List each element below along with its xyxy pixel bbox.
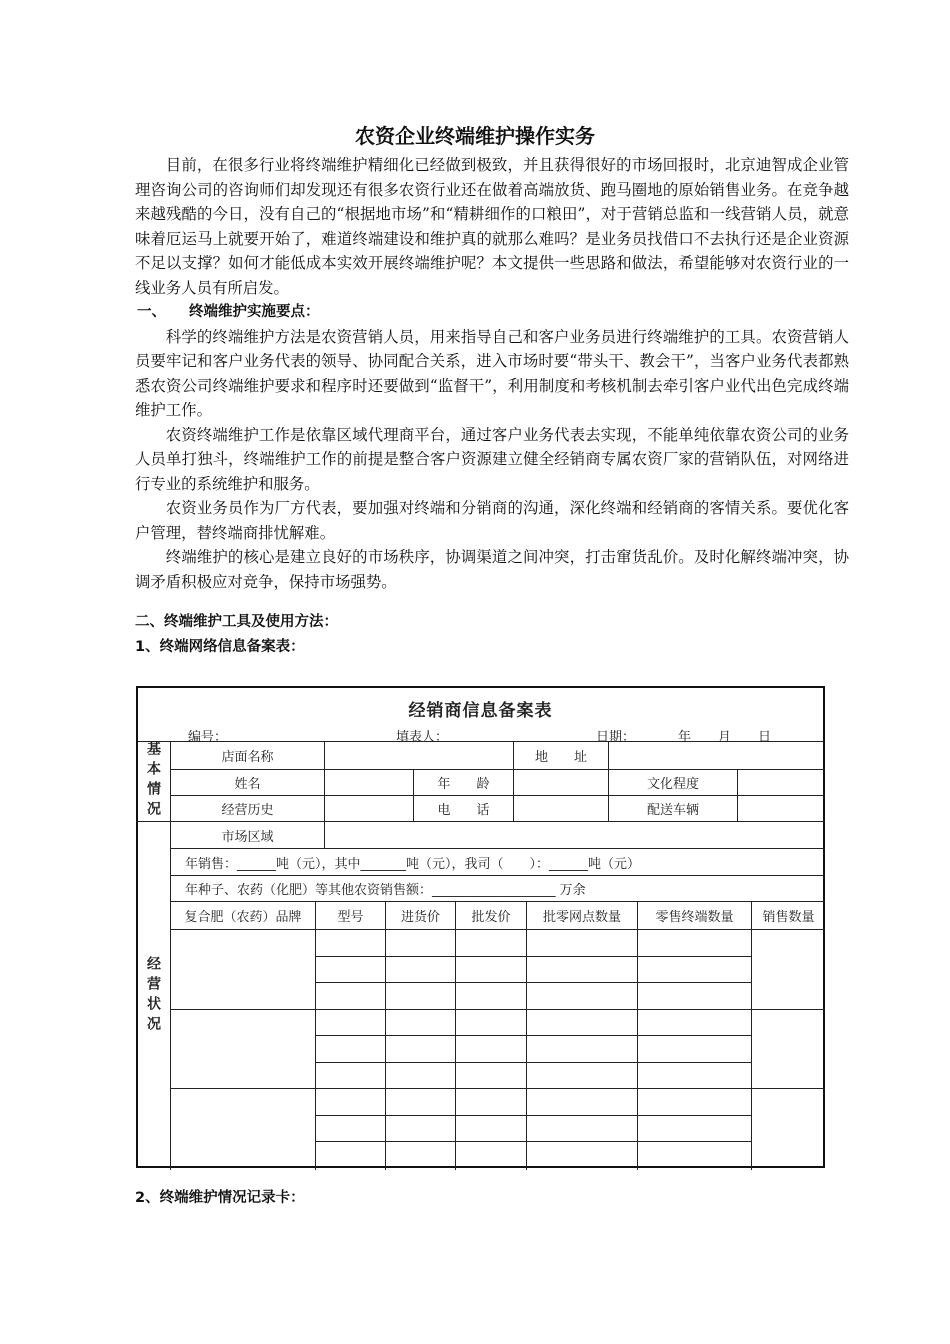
table-cell[interactable] — [386, 1010, 456, 1037]
table-cell[interactable] — [316, 1063, 386, 1090]
column-header-text: 批发价 — [471, 910, 511, 925]
education-field[interactable] — [738, 770, 825, 796]
operations-label — [136, 822, 171, 1170]
column-header-text: 批零网点数量 — [542, 910, 621, 925]
table-cell[interactable] — [316, 1036, 386, 1063]
dealer-info-form — [136, 686, 825, 1168]
column-header — [638, 902, 752, 930]
phone-field[interactable] — [514, 796, 609, 822]
form-number-label: 编号： — [188, 730, 228, 745]
vehicles-label — [609, 796, 738, 822]
history-label — [171, 796, 325, 822]
name-label — [171, 770, 325, 796]
age-field[interactable] — [514, 770, 609, 796]
table-cell[interactable] — [316, 1116, 386, 1143]
column-header-text: 型号 — [337, 910, 364, 925]
table-cell[interactable] — [527, 1142, 638, 1170]
column-header — [752, 902, 825, 930]
table-cell[interactable] — [456, 1010, 527, 1037]
address-label — [514, 741, 609, 770]
table-cell[interactable] — [456, 1142, 527, 1170]
table-cell[interactable] — [386, 1116, 456, 1143]
document-title: 农资企业终端维护操作实务 — [355, 124, 595, 148]
paragraph: 终端维护的核心是建立良好的市场秩序，协调渠道之间冲突，打击窜货乱价。及时化解终端冲突，协调矛盾积极应对竞争，保持市场强势。 — [135, 548, 849, 591]
table-cell[interactable] — [386, 983, 456, 1010]
form-filler-label: 填表人： — [396, 730, 449, 745]
education-label — [609, 770, 738, 796]
table-cell[interactable] — [316, 930, 386, 957]
table-cell[interactable] — [456, 1089, 527, 1116]
table-cell[interactable] — [386, 1036, 456, 1063]
history-label-text: 经营历史 — [221, 803, 274, 818]
subsection-heading-2: 2、终端维护情况记录卡： — [135, 1190, 305, 1206]
paragraph: 目前，在很多行业将终端维护精细化已经做到极致，并且获得很好的市场回报时，北京迪智成企业管理咨询公司的咨询师们却发现还有很多农资行业还在做着高端放货、跑马圈地的原始销售业务。在竞争越来越残酷的今日，没有自己的“根据地市场”和“精耕细作的口粮田”，对于营销总监和一线营销人员，就意味着厄运马上就要开始了，难道终端建设和维护真的就那么难吗？是业务员找借口不去执行还是企业资源不足以支撑？如何才能低成本实效开展终端维护呢？本文提供一些思路和做法，希望能够对农资行业的一线业务人员有所启发。 — [135, 156, 849, 297]
table-cell[interactable] — [316, 1010, 386, 1037]
table-cell[interactable] — [638, 983, 752, 1010]
table-cell[interactable] — [638, 1036, 752, 1063]
table-cell[interactable] — [527, 930, 638, 957]
table-cell[interactable] — [638, 1142, 752, 1170]
table-cell[interactable] — [456, 1116, 527, 1143]
vehicles-label-text: 配送车辆 — [646, 803, 699, 818]
document-body — [135, 153, 849, 659]
table-cell[interactable] — [638, 1089, 752, 1116]
column-header — [456, 902, 527, 930]
table-cell[interactable] — [386, 1142, 456, 1170]
section-heading-text: 终端维护实施要点： — [189, 304, 320, 320]
table-cell[interactable] — [527, 1116, 638, 1143]
basic-info-label-text: 基本情况 — [145, 741, 161, 821]
form-month-label: 月 — [718, 730, 732, 745]
age-label-text: 年 龄 — [437, 777, 490, 792]
table-cell[interactable] — [386, 1089, 456, 1116]
market-area-label — [171, 822, 325, 849]
address-field[interactable] — [609, 741, 825, 770]
form-year-label: 年 — [678, 730, 692, 745]
form-title: 经销商信息备案表 — [408, 701, 553, 721]
paragraph: 农资业务员作为厂方代表，要加强对终端和分销商的沟通，深化终端和经销商的客情关系。要优化客户管理，替终端商排忧解难。 — [135, 499, 849, 542]
market-area-label-text: 市场区域 — [221, 829, 274, 845]
sales-quantity-cell[interactable] — [752, 930, 825, 1010]
table-cell[interactable] — [316, 957, 386, 984]
section-heading-1 — [135, 300, 849, 325]
table-cell[interactable] — [638, 957, 752, 984]
table-cell[interactable] — [386, 957, 456, 984]
name-field[interactable] — [325, 770, 414, 796]
operations-label-text: 经营状况 — [145, 956, 161, 1036]
paragraph: 农资终端维护工作是依靠区域代理商平台，通过客户业务代表去实现，不能单纯依靠农资公司的业务人员单打独斗，终端维护工作的前提是整合客户资源建立健全经销商专属农资厂家的营销队伍，对网络进行专业的系统维护和服务。 — [135, 425, 849, 493]
table-cell[interactable] — [456, 1063, 527, 1090]
column-header-text: 零售终端数量 — [655, 910, 734, 925]
store-name-field[interactable] — [325, 741, 514, 770]
table-cell[interactable] — [316, 1089, 386, 1116]
brand-cell[interactable] — [171, 1010, 316, 1090]
other-sales-row[interactable] — [171, 876, 825, 902]
form-date-label: 日期： — [596, 730, 636, 745]
brand-cell[interactable] — [171, 1089, 316, 1170]
column-header — [316, 902, 386, 930]
market-area-field[interactable] — [325, 822, 825, 849]
table-cell[interactable] — [527, 983, 638, 1010]
table-cell[interactable] — [638, 1010, 752, 1037]
store-name-label-text: 店面名称 — [221, 749, 274, 765]
table-cell[interactable] — [316, 983, 386, 1010]
sales-quantity-cell[interactable] — [752, 1010, 825, 1090]
table-cell[interactable] — [456, 1036, 527, 1063]
section-heading-2: 二、终端维护工具及使用方法： — [135, 614, 338, 630]
column-header-text: 复合肥（农药）品牌 — [184, 910, 302, 925]
table-cell[interactable] — [638, 1063, 752, 1090]
table-cell[interactable] — [527, 957, 638, 984]
table-cell[interactable] — [638, 930, 752, 957]
table-cell[interactable] — [386, 930, 456, 957]
table-cell[interactable] — [527, 1010, 638, 1037]
column-header — [386, 902, 456, 930]
age-label — [414, 770, 514, 796]
column-header-text: 销售数量 — [762, 910, 815, 925]
basic-info-label — [136, 741, 171, 822]
column-header-text: 进货价 — [400, 910, 440, 925]
subsection-heading-1: 1、终端网络信息备案表： — [135, 638, 305, 655]
table-cell[interactable] — [527, 1089, 638, 1116]
table-cell[interactable] — [456, 983, 527, 1010]
table-cell[interactable] — [316, 1142, 386, 1170]
phone-label-text: 电 话 — [437, 803, 490, 818]
history-field[interactable] — [325, 796, 414, 822]
form-day-label: 日 — [758, 730, 772, 745]
paragraph: 科学的终端维护方法是农资营销人员，用来指导自己和客户业务员进行终端维护的工具。农资营销人员要牢记和客户业务代表的领导、协同配合关系，进入市场时要“带头干、教会干”，当客户业务代表都熟悉农资公司终端维护要求和程序时还要做到“监督干”，利用制度和考核机制去牵引客户业代出色完成终端维护工作。 — [135, 327, 849, 419]
section-number: 一、 — [137, 304, 166, 320]
sales-quantity-cell[interactable] — [752, 1089, 825, 1170]
table-cell[interactable] — [456, 930, 527, 957]
annual-sales-row[interactable] — [171, 849, 825, 876]
address-label-text: 地 址 — [534, 749, 587, 765]
column-header — [527, 902, 638, 930]
column-header — [171, 902, 316, 930]
name-label-text: 姓名 — [234, 777, 261, 792]
table-cell[interactable] — [527, 1063, 638, 1090]
annual-sales-row-text: 年销售：______吨（元），其中_______吨（元），我司（ ）：______吨（元） — [185, 856, 641, 872]
vehicles-field[interactable] — [738, 796, 825, 822]
store-name-label — [171, 741, 325, 770]
table-cell[interactable] — [638, 1116, 752, 1143]
table-cell[interactable] — [386, 1063, 456, 1090]
phone-label — [414, 796, 514, 822]
brand-cell[interactable] — [171, 930, 316, 1010]
other-sales-row-text: 年种子、农药（化肥）等其他农资销售额：___________________ 万余 — [185, 883, 586, 898]
education-label-text: 文化程度 — [646, 777, 699, 792]
table-cell[interactable] — [527, 1036, 638, 1063]
table-cell[interactable] — [456, 957, 527, 984]
